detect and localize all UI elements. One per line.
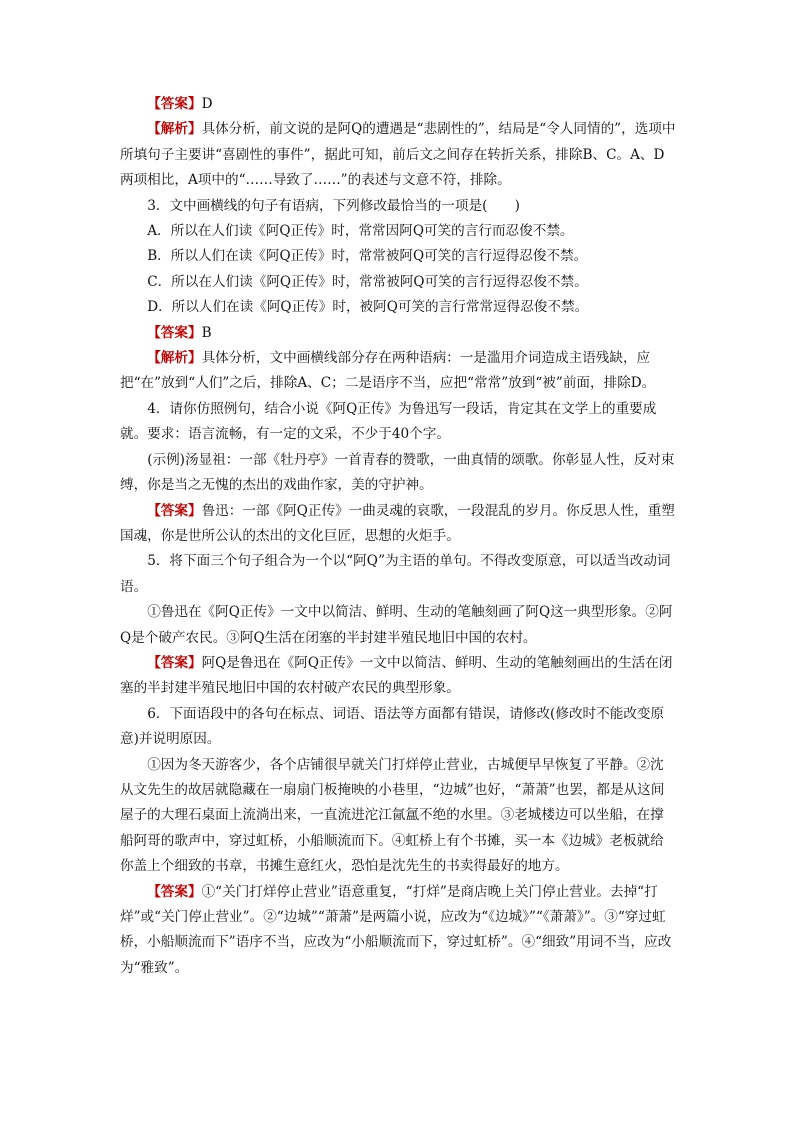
question-4-example: (示例)汤显祖：一部《牡丹亭》一首青春的赞歌，一曲真情的颂歌。你彰显人性，反对束缚，你是当之无愧的杰出的戏曲作家，美的守护神。	[120, 451, 675, 494]
analysis-text: 具体分析，文中画横线部分存在两种语病：一是滥用介词造成主语残缺，应把“在”放到“人们”之后，排除A、C；二是语序不当，应把“常常”放到“被”前面，排除D。	[120, 350, 656, 392]
analysis-tag: 【解析】	[147, 121, 202, 138]
answer-6	[120, 880, 676, 982]
answer-tag: 【答案】	[147, 883, 202, 900]
answer-text: ①“关门打烊停止营业”语意重复，“打烊”是商店晚上关门停止营业。去掉“打烊”或“关门停止营业”。②“边城”“萧萧”是两篇小说，应改为“《边城》”“《萧萧》”。③“穿过虹桥，小船顺流而下”语序不当，应改为“小船顺流而下，穿过虹桥”。④“细致”用词不当，应改为“雅致”。	[120, 883, 672, 976]
question-5-text: ①鲁迅在《阿Q正传》一文中以简洁、鲜明、生动的笔触刻画了阿Q这一典型形象。②阿Q是个破产农民。③阿Q生活在闭塞的半封建半殖民地旧中国的农村。	[120, 604, 673, 646]
document-page	[120, 92, 676, 981]
answer-text: 鲁迅：一部《阿Q正传》一曲灵魂的哀歌，一段混乱的岁月。你反思人性，重塑国魂，你是世所公认的杰出的文化巨匠，思想的火炬手。	[120, 502, 675, 544]
question-4: 4．请你仿照例句，结合小说《阿Q正传》为鲁迅写一段话，肯定其在文学上的重要成就。要求：语言流畅，有一定的文采，不少于40个字。	[120, 400, 657, 443]
answer-tag: 【答案】	[147, 324, 202, 341]
answer-text: D	[201, 96, 213, 112]
answer-1	[120, 92, 676, 117]
answer-tag: 【答案】	[147, 654, 202, 671]
answer-4	[120, 499, 676, 550]
question-3-option-c: C．所以在人们读《阿Q正传》时，常常被阿Q可笑的言行逗得忍俊不禁。	[147, 273, 588, 290]
analysis-3	[120, 346, 676, 397]
answer-text: 阿Q是鲁迅在《阿Q正传》一文中以简洁、鲜明、生动的笔触刻画出的生活在闭塞的半封建半殖民地旧中国的农村破产农民的典型形象。	[120, 654, 673, 697]
analysis-tag: 【解析】	[147, 350, 202, 367]
answer-tag: 【答案】	[147, 502, 202, 519]
question-3: 3．文中画横线的句子有语病，下列修改最恰当的一项是( )	[147, 197, 520, 214]
question-5: 5．将下面三个句子组合为一个以“阿Q”为主语的单句。不得改变原意，可以适当改动词语。	[120, 553, 671, 595]
question-3-option-a: A．所以在人们读《阿Q正传》时，常常因阿Q可笑的言行而忍俊不禁。	[147, 223, 574, 240]
question-3-option-b: B．所以人们在读《阿Q正传》时，常常被阿Q可笑的言行逗得忍俊不禁。	[147, 248, 588, 265]
analysis-text: 具体分析，前文说的是阿Q的遭遇是“悲剧性的”，结局是“令人同情的”，选项中所填句子主要讲“喜剧性的事件”，据此可知，前后文之间存在转折关系，排除B、C。A、D两项相比，A项中的“……导致了……”的表述与文意不符，排除。	[120, 121, 676, 189]
analysis-1	[120, 117, 676, 193]
answer-5	[120, 651, 676, 702]
answer-3	[120, 321, 676, 346]
question-6: 6．下面语段中的各句在标点、词语、语法等方面都有错误，请修改(修改时不能改变原意)并说明原因。	[120, 705, 665, 748]
answer-tag: 【答案】	[147, 96, 202, 112]
question-3-option-d: D．所以人们在读《阿Q正传》时，被阿Q可笑的言行常常逗得忍俊不禁。	[147, 299, 589, 316]
answer-text: B	[201, 324, 212, 341]
question-6-text: ①因为冬天游客少，各个店铺很早就关门打烊停止营业，古城便早早恢复了平静。②沈从文先生的故居就隐藏在一扇扇门板掩映的小巷里，“边城”也好，“萧萧”也罢，都是从这间屋子的大理石桌面上流淌出来，一直流进沱江氤氲不绝的水里。③老城楼边可以坐船，在撑船阿哥的歌声中，穿过虹桥，小船顺流而下。④虹桥上有个书摊，买一本《边城》老板就给你盖上个细致的书章，书摊生意红火，恐怕是沈先生的书卖得最好的地方。	[120, 756, 665, 875]
